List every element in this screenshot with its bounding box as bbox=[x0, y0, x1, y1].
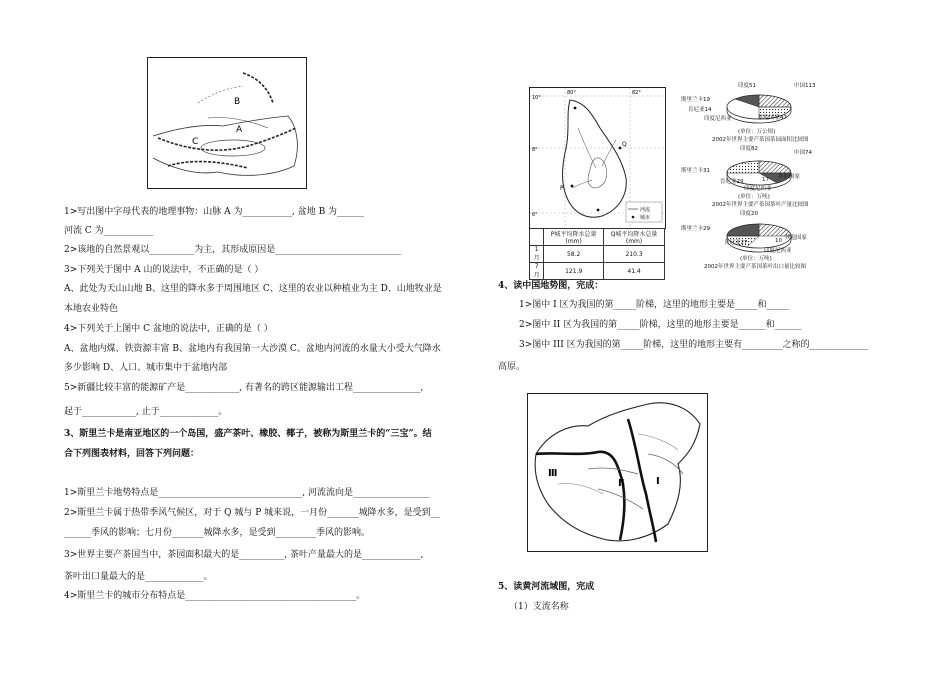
label-a: A bbox=[236, 125, 243, 135]
q5-line-1: （1）支流名称 bbox=[509, 602, 569, 612]
srilanka-map-drawing bbox=[530, 88, 665, 228]
lat-10: 10° bbox=[532, 95, 541, 101]
q3-line-4: 3>世界主要产茶国当中，茶园面积最大的是__________, 茶叶产量最大的是_____________, bbox=[64, 550, 424, 560]
pie1-label-srilanka: 斯里兰卡19 bbox=[681, 97, 710, 103]
label-p: P bbox=[560, 185, 564, 192]
table-row bbox=[530, 229, 665, 246]
q4-line-3: 3>图中 III 区为我国的第_____阶梯，这里的地形主要有_________之称的_____________ bbox=[519, 340, 869, 350]
lon-80: 80° bbox=[567, 90, 576, 96]
q3-line-5: 茶叶出口量最大的是_____________。 bbox=[64, 572, 213, 582]
q1-line-11: 起于____________, 止于_____________。 bbox=[64, 407, 228, 417]
q4-line-1: 1>图中 I 区为我国的第_____阶梯，这里的地形主要是_____和_____ bbox=[519, 300, 790, 310]
rainfall-table bbox=[529, 228, 665, 280]
q4-line-2: 2>图中 II 区为我国的第_____阶梯，这里的地形主要是______和______ bbox=[519, 320, 802, 330]
q1-line-1: 1>写出图中字母代表的地理事物：山脉 A 为___________, 盆地 B 为______ bbox=[64, 207, 365, 217]
pie2-caption: 2002年世界主要产茶国茶叶产量比较图 bbox=[712, 202, 809, 208]
pie1-label-india: 印度51 bbox=[738, 83, 756, 89]
table-cell: 58.2 bbox=[544, 246, 604, 263]
pie2-label-kenya: 肯尼亚29 bbox=[720, 179, 744, 185]
q3-title-2: 合下列图表材料，回答下列问题： bbox=[64, 449, 200, 459]
table-header: Q城平均降水总量(mm) bbox=[604, 229, 665, 246]
srilanka-map bbox=[529, 87, 666, 229]
q1-line-2: 河流 C 为___________ bbox=[64, 226, 154, 236]
xinjiang-map bbox=[147, 57, 307, 189]
pie2-label-china: 中国74 bbox=[794, 150, 812, 156]
lon-82: 82° bbox=[632, 90, 641, 96]
pie2-label-others: 其他国家 bbox=[778, 174, 801, 180]
pie3-label-srilanka: 斯里兰卡29 bbox=[681, 226, 710, 232]
q1-line-3: 2>该地的自然景观以__________为主，其形成原因是____________________________ bbox=[64, 245, 402, 255]
legend-city: 城市 bbox=[640, 215, 651, 221]
q3-line-3: ______季风的影响；七月份_______城降水多，是受到_________季风的影响。 bbox=[64, 528, 371, 538]
pie3-label-china: 10 bbox=[775, 238, 782, 244]
pie1-caption: 2002年世界主要产茶国茶园面积比较图 bbox=[712, 137, 809, 143]
pie1-label-indonesia: 印度尼西亚 bbox=[704, 116, 732, 122]
region-1-label: Ⅰ bbox=[656, 476, 660, 487]
q1-line-6: 本地农业特色 bbox=[64, 304, 119, 314]
xinjiang-map-drawing bbox=[148, 58, 306, 188]
q4-title: 4、读中国地势图，完成： bbox=[498, 281, 604, 291]
pie1-label-kenya: 肯尼亚14 bbox=[688, 107, 712, 113]
table-row bbox=[530, 246, 665, 263]
label-c: C bbox=[192, 137, 199, 147]
table-header bbox=[530, 229, 544, 246]
pie2-unit: (单位：万吨) bbox=[738, 194, 770, 200]
q3-line-1: 1>斯里兰卡地势特点是________________________________, 河流流向是_________________ bbox=[64, 488, 430, 498]
q3-title-1: 3、斯里兰卡是南亚地区的一个岛国，盛产茶叶、橡胶、椰子，被称为斯里兰卡的“三宝”。结 bbox=[64, 429, 432, 439]
pie2-label-indonesia: 印度尼西亚 bbox=[744, 186, 772, 192]
pie1-unit: (单位：万公顷) bbox=[738, 129, 776, 135]
label-q: Q bbox=[622, 141, 627, 148]
q4-line-4: 高原。 bbox=[498, 362, 526, 372]
table-cell: 121.9 bbox=[544, 263, 604, 280]
region-3-label: Ⅲ bbox=[548, 468, 558, 479]
pie2-label-india: 印度82 bbox=[740, 146, 758, 152]
q1-line-4: 3>下列关于图中 A 山的说法中，不正确的是（ ） bbox=[64, 265, 264, 275]
q1-line-10: 5>新疆比较丰富的能源矿产是____________, 有著名的跨区能源输出工程_______________, bbox=[64, 383, 424, 393]
pie3-label-kenya: 肯尼亚27 bbox=[724, 240, 748, 246]
table-header: P城平均降水总量(mm) bbox=[544, 229, 604, 246]
q1-line-8: A、盆地内煤、铁资源丰富 B、盆地内有我国第一大沙漠 C、盆地内河流的水量大小受大气降水 bbox=[64, 344, 441, 354]
china-terrain-map bbox=[527, 393, 708, 552]
table-cell: 7月 bbox=[530, 263, 544, 280]
pie3-caption: 2002年世界主要产茶国茶叶出口量比较图 bbox=[704, 264, 806, 270]
q3-line-6: 4>斯里兰卡的城市分布特点是______________________________________。 bbox=[64, 591, 366, 601]
pie3-unit: (单位：万吨) bbox=[740, 256, 772, 262]
table-cell: 1月 bbox=[530, 246, 544, 263]
q1-line-5: A、此处为天山山地 B、这里的降水多于周围地区 C、这里的农业以种植业为主 D、山地牧业是 bbox=[64, 284, 442, 294]
pie2-label-indonesia-val: 17 bbox=[762, 177, 769, 183]
table-cell: 41.4 bbox=[604, 263, 665, 280]
q1-line-7: 4>下列关于上图中 C 盆地的说法中，正确的是（ ） bbox=[64, 324, 273, 334]
pie2-label-srilanka: 斯里兰卡31 bbox=[681, 168, 710, 174]
lat-8: 8° bbox=[532, 147, 538, 153]
q3-line-2: 2>斯里兰卡属于热带季风气候区，对于 Q 城与 P 城来说，一月份_______城降水多，是受到__ bbox=[64, 508, 440, 518]
table-row bbox=[530, 263, 665, 280]
q5-title: 5、读黄河流域图，完成 bbox=[498, 582, 595, 592]
pie1-label-others: 其他国家47 bbox=[758, 115, 787, 121]
table-cell: 210.3 bbox=[604, 246, 665, 263]
region-2-label: Ⅱ bbox=[618, 478, 625, 489]
china-map-drawing bbox=[528, 394, 707, 551]
pie3-label-india: 印度20 bbox=[740, 211, 758, 217]
pie3-label-others: 其他国家 bbox=[785, 235, 808, 241]
pie3-label-indonesia: 印度尼西亚 bbox=[764, 248, 792, 254]
legend-river: 河流 bbox=[640, 207, 651, 213]
label-b: B bbox=[234, 97, 241, 107]
q1-line-9: 多少影响 D、人口、城市集中于盆地内部 bbox=[64, 363, 228, 373]
pie1-label-china: 中国113 bbox=[794, 83, 816, 89]
lat-6: 6° bbox=[532, 212, 538, 218]
